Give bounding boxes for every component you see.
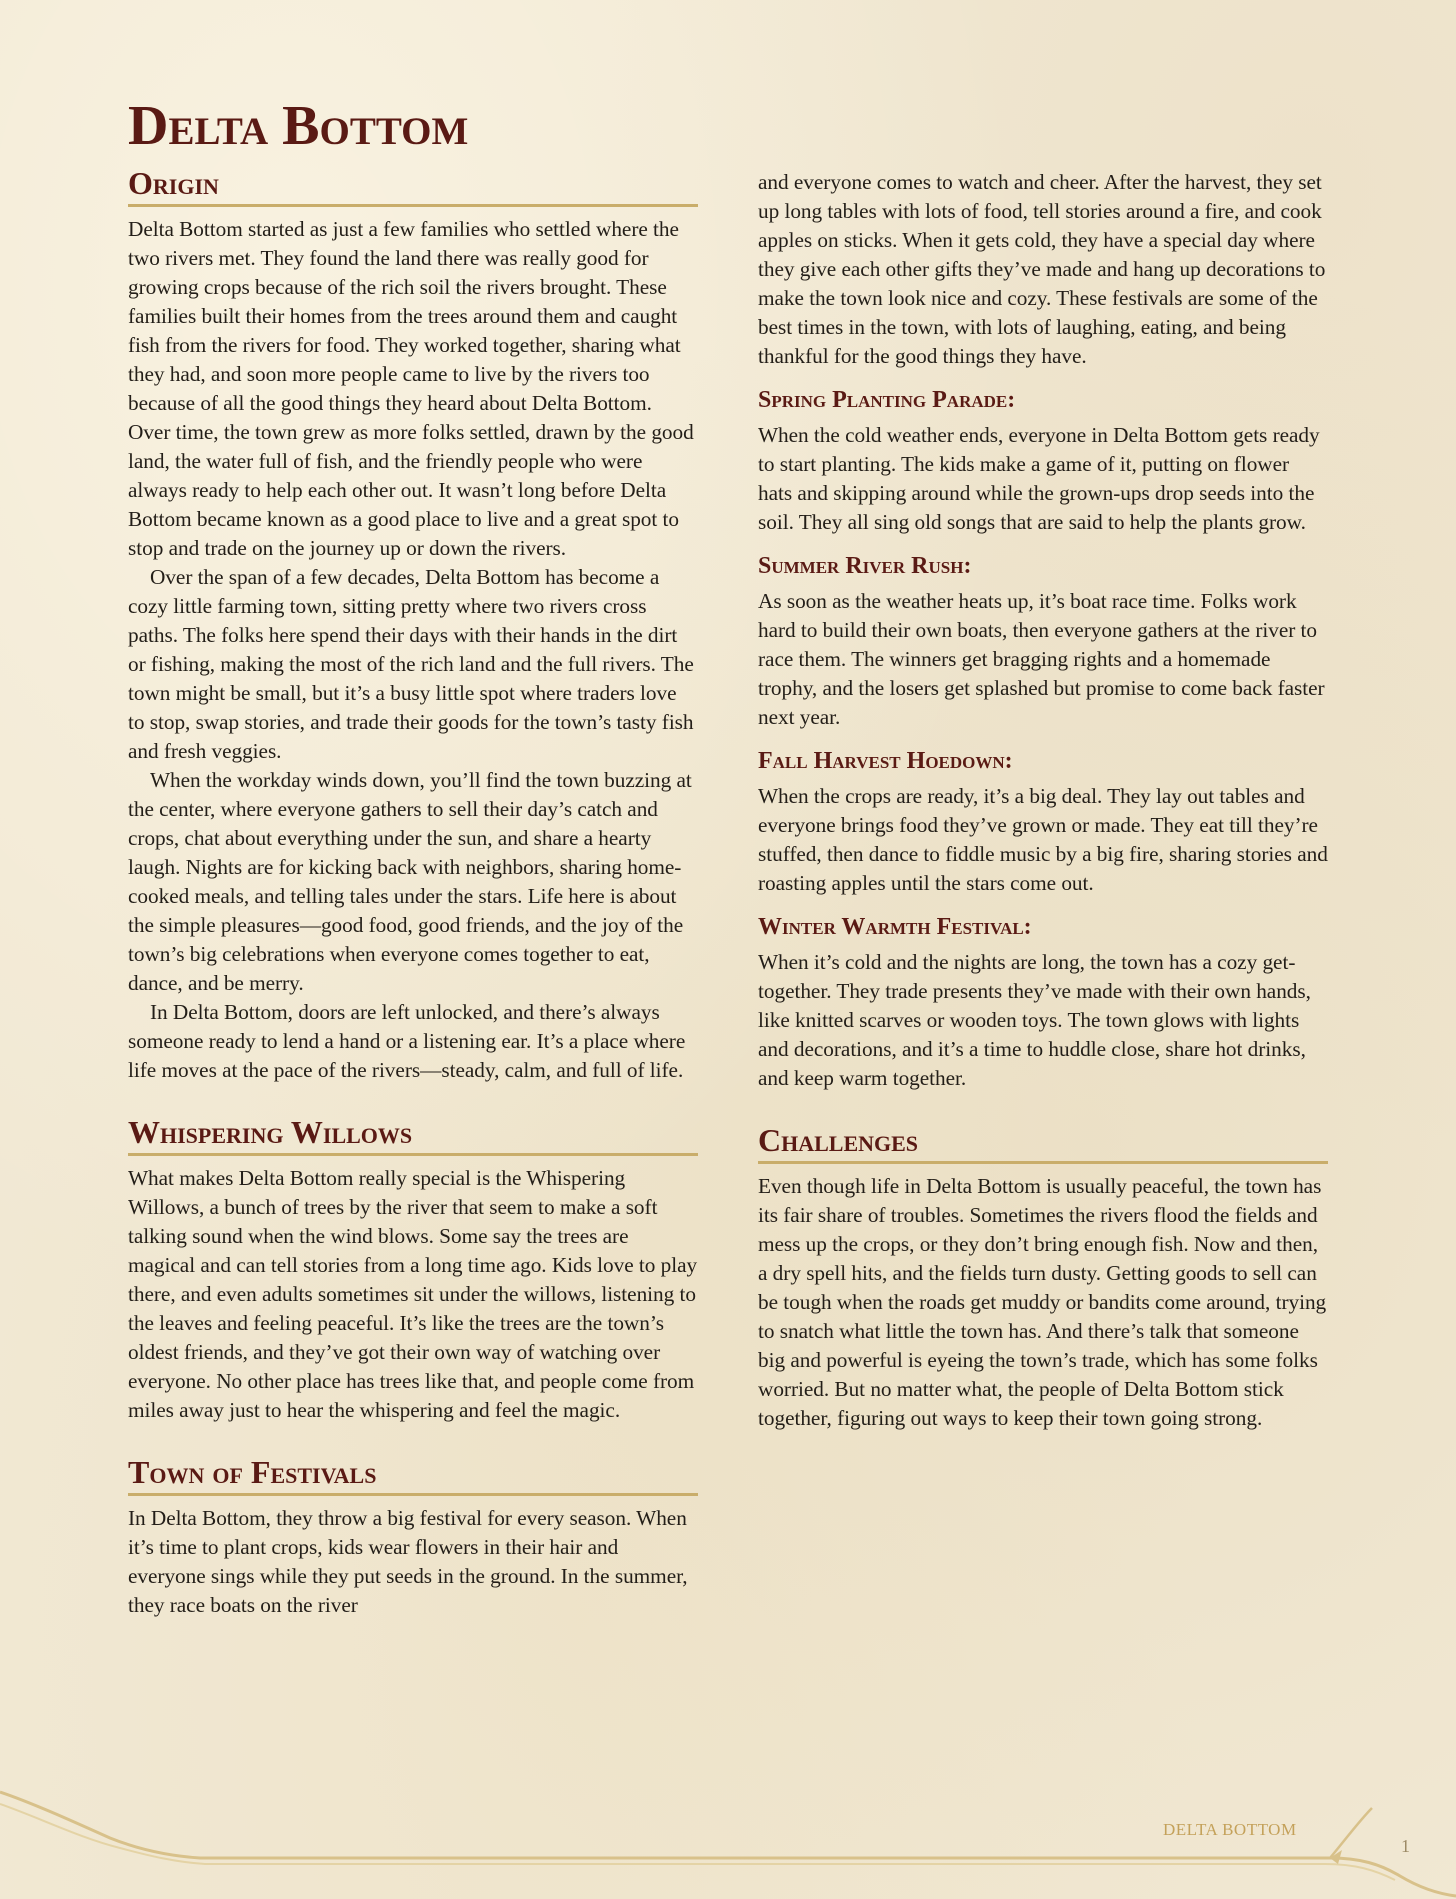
summer-paragraph: As soon as the weather heats up, it’s boat race time. Folks work hard to build their own boats, then everyone gathers at the river to race them. The winners get bragging rights and a homemade trophy, and the losers get splashed but promise to come back faster next year. bbox=[758, 589, 1325, 729]
fall-paragraph: When the crops are ready, it’s a big deal. They lay out tables and everyone brings food they’ve grown or made. They eat till they’re stuffed, then dance to fiddle music by a big fire, sharing stories and roasting apples until the stars come out. bbox=[758, 784, 1328, 895]
origin-paragraph-1: Delta Bottom started as just a few families who settled where the two rivers met. They found the land there was really good for growing crops because of the rich soil the rivers brought. These families built their homes from the trees around them and caught fish from the rivers for food. They worked together, sharing what they had, and soon more people came to live by the rivers too because of all the good things they heard about Delta Bottom. Over time, the town grew as more folks settled, drawn by the good land, the water full of fish, and the friendly people who were always ready to help each other out. It wasn’t long before Delta Bottom became known as a good place to live and a great spot to stop and trade on the journey up or down the rivers. bbox=[128, 217, 694, 560]
origin-paragraph-3: When the workday winds down, you’ll find the town buzzing at the center, where everyone gathers to sell their day’s catch and crops, chat about everything under the sun, and share a hearty laugh. Nights are for kicking back with neighbors, sharing home-cooked meals, and telling tales under the stars. Life here is about the simple pleasures—good food, good friends, and the joy of the town’s big celebrations when everyone comes together to eat, dance, and be merry. bbox=[128, 768, 692, 995]
origin-paragraph-4: In Delta Bottom, doors are left unlocked, and there’s always someone ready to lend a hand or a listening ear. It’s a place where life moves at the pace of the rivers—steady, calm, and full of life. bbox=[128, 1000, 686, 1082]
footer-frame-line-inner bbox=[0, 1804, 1395, 1880]
subheading-winter-warmth-festival: Winter Warmth Festival: bbox=[758, 914, 1032, 940]
left-column bbox=[128, 164, 698, 1620]
section-heading-whispering-willows: Whispering Willows bbox=[128, 1113, 698, 1156]
festivals-paragraph-continued: and everyone comes to watch and cheer. After the harvest, they set up long tables with lots of food, tell stories around a fire, and cook apples on sticks. When it gets cold, they have a special day where they give each other gifts they’ve made and hang up decorations to make the town look nice and cozy. These festivals are some of the best times in the town, with lots of laughing, eating, and being thankful for the good things they have. bbox=[758, 170, 1326, 368]
willows-paragraph: What makes Delta Bottom really special is the Whispering Willows, a bunch of trees by the river that seem to make a soft talking sound when the wind blows. Some say the trees are magical and can tell stories from a long time ago. Kids love to play there, and even adults sometimes sit under the willows, listening to the leaves and feeling peaceful. It’s like the trees are the town’s oldest friends, and they’ve got their own way of watching over everyone. No other place has trees like that, and people come from miles away just to hear the whispering and feel the magic. bbox=[128, 1166, 698, 1422]
section-spacer bbox=[128, 1425, 698, 1453]
right-column bbox=[758, 168, 1328, 1433]
section-heading-origin: Origin bbox=[128, 164, 698, 207]
origin-paragraph-2: Over the span of a few decades, Delta Bottom has become a cozy little farming town, sitting pretty where two rivers cross paths. The folks here spend their days with their hands in the dirt or fishing, making the most of the rich land and the full rivers. The town might be small, but it’s a busy little spot where traders love to stop, swap stories, and trade their goods for the town’s tasty fish and fresh veggies. bbox=[128, 565, 694, 763]
section-spacer bbox=[128, 1085, 698, 1113]
winter-paragraph: When it’s cold and the nights are long, the town has a cozy get-together. They trade presents they’ve made with their own hands, like knitted scarves or wooden toys. The town glows with lights and decorations, and it’s a time to huddle close, share hot drinks, and keep warm together. bbox=[758, 950, 1311, 1090]
subheading-fall-harvest-hoedown: Fall Harvest Hoedown: bbox=[758, 748, 1013, 774]
page-title: Delta Bottom bbox=[128, 95, 469, 157]
challenges-paragraph: Even though life in Delta Bottom is usually peaceful, the town has its fair share of troubles. Sometimes the rivers flood the fields and mess up the crops, or they don’t bring enough fish. Now and then, a dry spell hits, and the fields turn dusty. Getting goods to sell can be tough when the roads get muddy or bandits come around, trying to snatch what little the town has. And there’s talk that someone big and powerful is eyeing the town’s trade, which has some folks worried. But no matter what, the people of Delta Bottom stick together, figuring out ways to keep their town going strong. bbox=[758, 1174, 1327, 1430]
festivals-paragraph-start: In Delta Bottom, they throw a big festival for every season. When it’s time to plant crops, kids wear flowers in their hair and everyone sings while they put seeds in the ground. In the summer, they race boats on the river bbox=[128, 1506, 688, 1617]
section-heading-town-of-festivals: Town of Festivals bbox=[128, 1453, 698, 1496]
page-number: 1 bbox=[1401, 1836, 1410, 1856]
footer-frame-line bbox=[0, 1792, 1456, 1896]
footer-frame-flourish bbox=[1330, 1808, 1372, 1858]
subheading-summer-river-rush: Summer River Rush: bbox=[758, 553, 972, 579]
subheading-spring-planting-parade: Spring Planting Parade: bbox=[758, 387, 1016, 413]
section-spacer bbox=[758, 1093, 1328, 1121]
section-heading-challenges: Challenges bbox=[758, 1121, 1328, 1164]
running-footer-title: DELTA BOTTOM bbox=[1163, 1820, 1297, 1839]
spring-paragraph: When the cold weather ends, everyone in Delta Bottom gets ready to start planting. The kids make a game of it, putting on flower hats and skipping around while the grown-ups drop seeds into the soil. They all sing old songs that are said to help the plants grow. bbox=[758, 423, 1320, 534]
